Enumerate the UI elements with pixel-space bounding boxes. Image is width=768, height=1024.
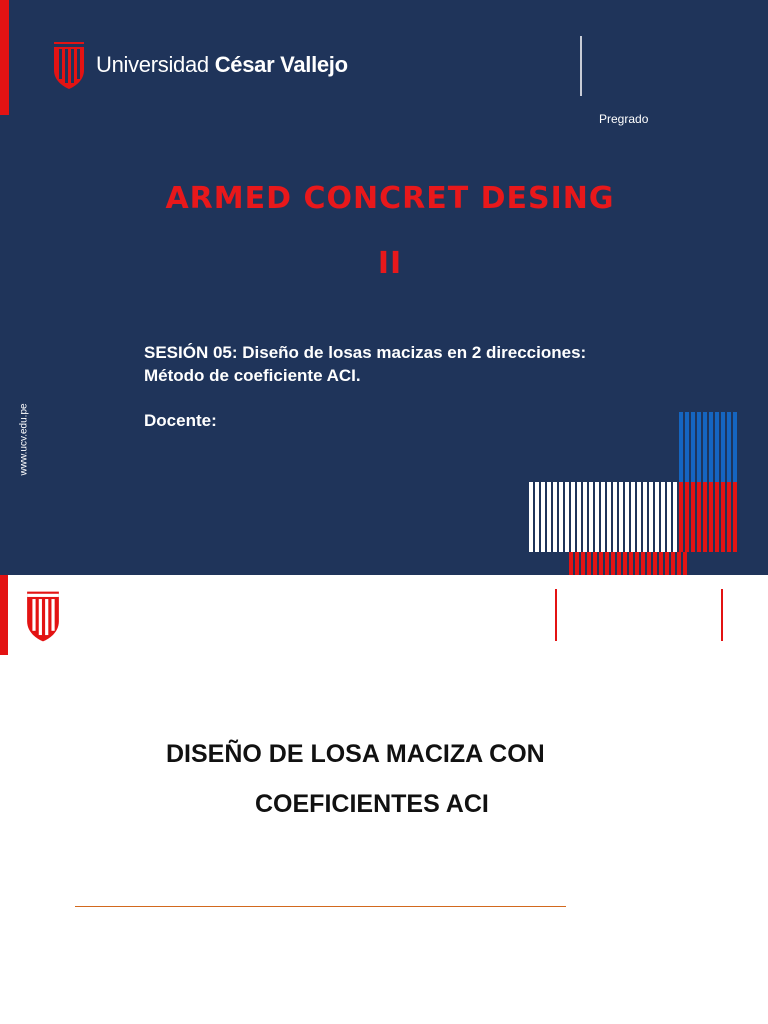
stripe: [679, 412, 683, 482]
blue-stripes-decoration: [679, 412, 735, 482]
stripe: [727, 412, 731, 482]
red-stripes-bottom-decoration: [569, 552, 685, 575]
stripe: [629, 552, 633, 575]
stripe: [665, 552, 669, 575]
stripe: [553, 482, 557, 552]
stripe: [623, 552, 627, 575]
stripe: [571, 482, 575, 552]
stripe: [691, 412, 695, 482]
stripe: [569, 552, 573, 575]
stripe: [679, 482, 683, 552]
shield-icon: [25, 588, 61, 644]
stripe: [697, 482, 701, 552]
stripe: [631, 482, 635, 552]
session-line2: Método de coeficiente ACI.: [144, 366, 361, 385]
stripe: [611, 552, 615, 575]
stripe: [721, 412, 725, 482]
stripe: [673, 482, 677, 552]
right-red-bars: [735, 115, 768, 575]
stripe: [697, 412, 701, 482]
stripe: [595, 482, 599, 552]
stripe: [607, 482, 611, 552]
left-red-accent: [0, 0, 9, 115]
stripe: [661, 482, 665, 552]
stripe: [667, 482, 671, 552]
stripe: [671, 552, 675, 575]
stripe: [685, 412, 689, 482]
stripe: [619, 482, 623, 552]
stripe: [529, 482, 533, 552]
session-subtitle: [144, 341, 586, 387]
stripe: [547, 482, 551, 552]
stripe: [647, 552, 651, 575]
stripe: [541, 482, 545, 552]
stripe: [583, 482, 587, 552]
stripe: [535, 482, 539, 552]
stripe: [691, 482, 695, 552]
stripe: [659, 552, 663, 575]
stripe: [703, 412, 707, 482]
stripe: [593, 552, 597, 575]
logo-text-bold: César Vallejo: [214, 52, 348, 77]
stripe: [727, 482, 731, 552]
white-stripes-decoration: [529, 482, 679, 552]
stripe: [635, 552, 639, 575]
red-stripes-decoration: [679, 482, 735, 552]
stripe: [653, 552, 657, 575]
header-divider-right: [721, 589, 723, 641]
course-title-line2: II: [377, 246, 403, 281]
stripe: [703, 482, 707, 552]
program-tag: Pregrado: [599, 112, 649, 126]
stripe: [709, 412, 713, 482]
content-title-line1: DISEÑO DE LOSA MACIZA CON: [166, 740, 545, 768]
stripe: [637, 482, 641, 552]
header-divider: [580, 36, 582, 96]
website-url: www.ucv.edu.pe: [18, 403, 30, 476]
stripe: [589, 482, 593, 552]
stripe: [617, 552, 621, 575]
logo-text-regular: Universidad: [96, 52, 215, 77]
left-red-accent-2: [0, 575, 8, 655]
content-slide: [0, 575, 768, 1024]
stripe: [559, 482, 563, 552]
stripe: [721, 482, 725, 552]
session-line1: SESIÓN 05: Diseño de losas macizas en 2 direcciones:: [144, 343, 587, 362]
stripe: [599, 552, 603, 575]
stripe: [649, 482, 653, 552]
stripe: [655, 482, 659, 552]
header-divider-left: [555, 589, 557, 641]
stripe: [601, 482, 605, 552]
content-title-line2: COEFICIENTES ACI: [255, 790, 489, 818]
stripe: [587, 552, 591, 575]
stripe: [715, 482, 719, 552]
stripe: [613, 482, 617, 552]
stripe: [683, 552, 687, 575]
underline-rule: [75, 906, 566, 907]
stripe: [575, 552, 579, 575]
stripe: [581, 552, 585, 575]
right-red-bars-2: [735, 655, 768, 1024]
university-logo: [52, 40, 348, 90]
stripe: [625, 482, 629, 552]
stripe: [643, 482, 647, 552]
stripe: [565, 482, 569, 552]
stripe: [677, 552, 681, 575]
stripe: [709, 482, 713, 552]
course-title-line1: ARMED CONCRET DESING: [165, 181, 615, 216]
stripe: [715, 412, 719, 482]
shield-icon: [52, 40, 86, 90]
stripe: [685, 482, 689, 552]
stripe: [577, 482, 581, 552]
docente-label: Docente:: [144, 411, 217, 430]
stripe: [641, 552, 645, 575]
stripe: [605, 552, 609, 575]
logo-text: [96, 52, 348, 78]
